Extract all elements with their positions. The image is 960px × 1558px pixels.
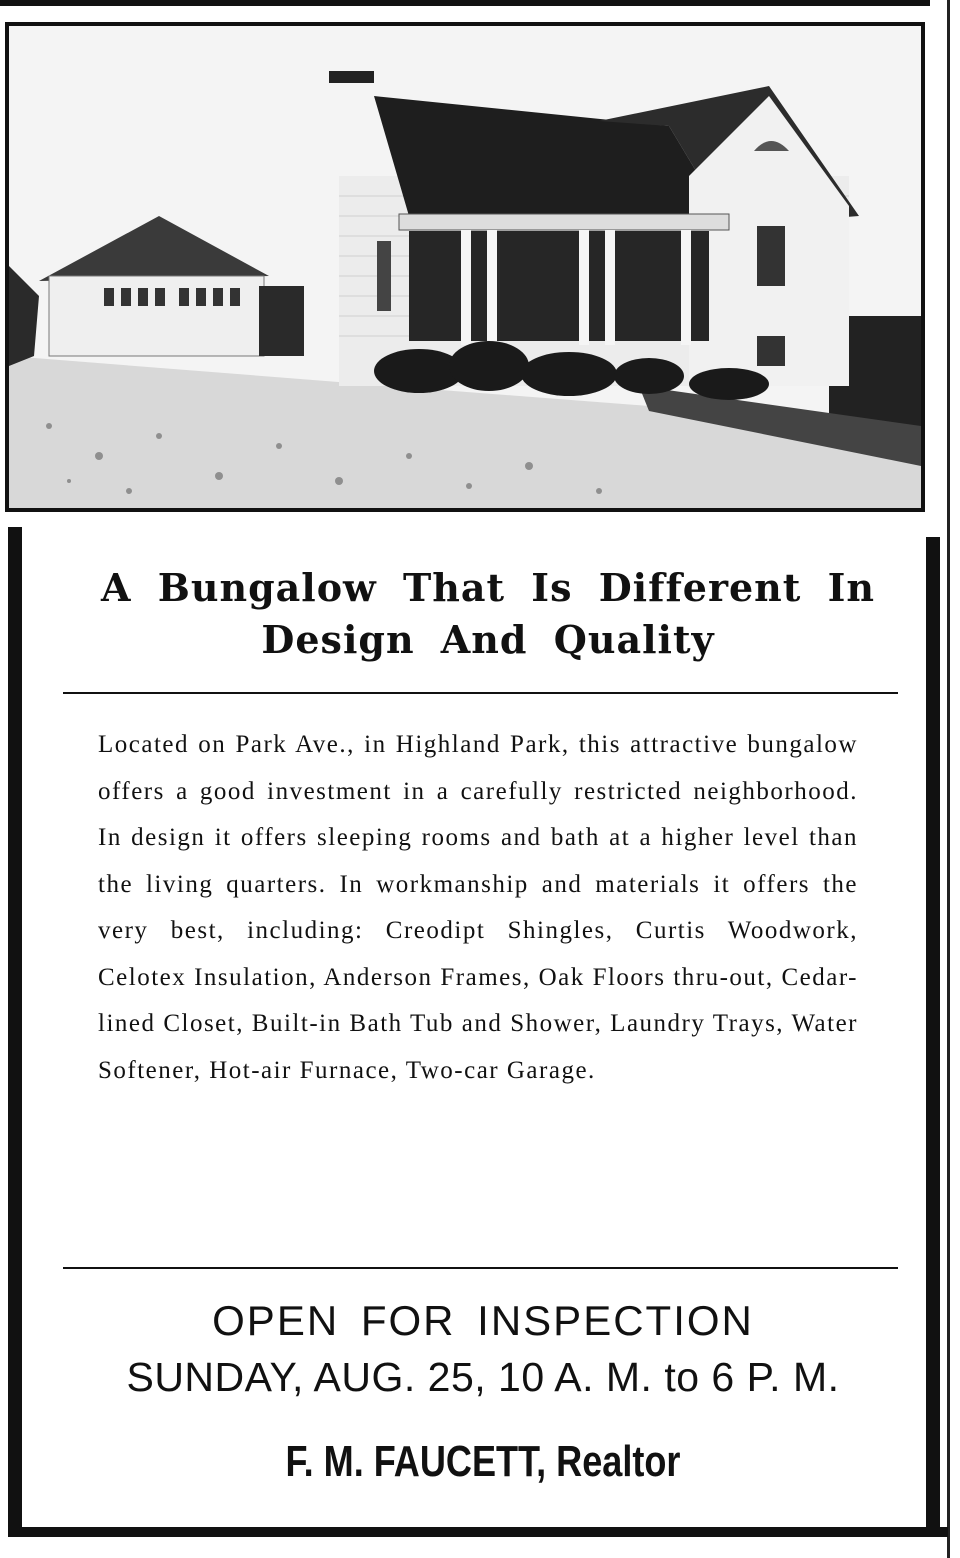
- open-for-inspection: OPEN FOR INSPECTION: [212, 1297, 754, 1344]
- top-rule: [0, 0, 930, 6]
- ad-body-copy: Located on Park Ave., in Highland Park, this attractive bungalow offers a good investment in a carefully restricted neighborhood. In design it offers sleeping rooms and bath at a higher level than the living quarters. In workmanship and materials it offers the very best, including: Creodipt Shingles, Curtis Woodwork, Celotex Insulation, Anderson Frames, Oak Floors thru-out, Cedar-lined Closet, Built-in Bath Tub and Shower, Laundry Trays, Water Softener, Hot-air Furnace, Two-car Garage.: [98, 731, 858, 1084]
- ad-headline: A Bungalow That Is Different In Design And Quality: [101, 565, 875, 662]
- column-edge-rule: [947, 0, 950, 1558]
- ad-left-border: [8, 527, 22, 1527]
- divider-rule: [63, 1267, 898, 1269]
- ad-bottom-border: [8, 1527, 948, 1537]
- ad-right-border: [926, 537, 940, 1527]
- inspection-date: SUNDAY, AUG. 25, 10 A. M. to 6 P. M.: [126, 1354, 840, 1400]
- advertisement: [8, 527, 940, 1527]
- realtor-name: F. M. FAUCETT, Realtor: [285, 1437, 681, 1486]
- house-photo: [5, 22, 925, 512]
- house-photo-icon: [9, 26, 921, 508]
- divider-rule: [63, 692, 898, 694]
